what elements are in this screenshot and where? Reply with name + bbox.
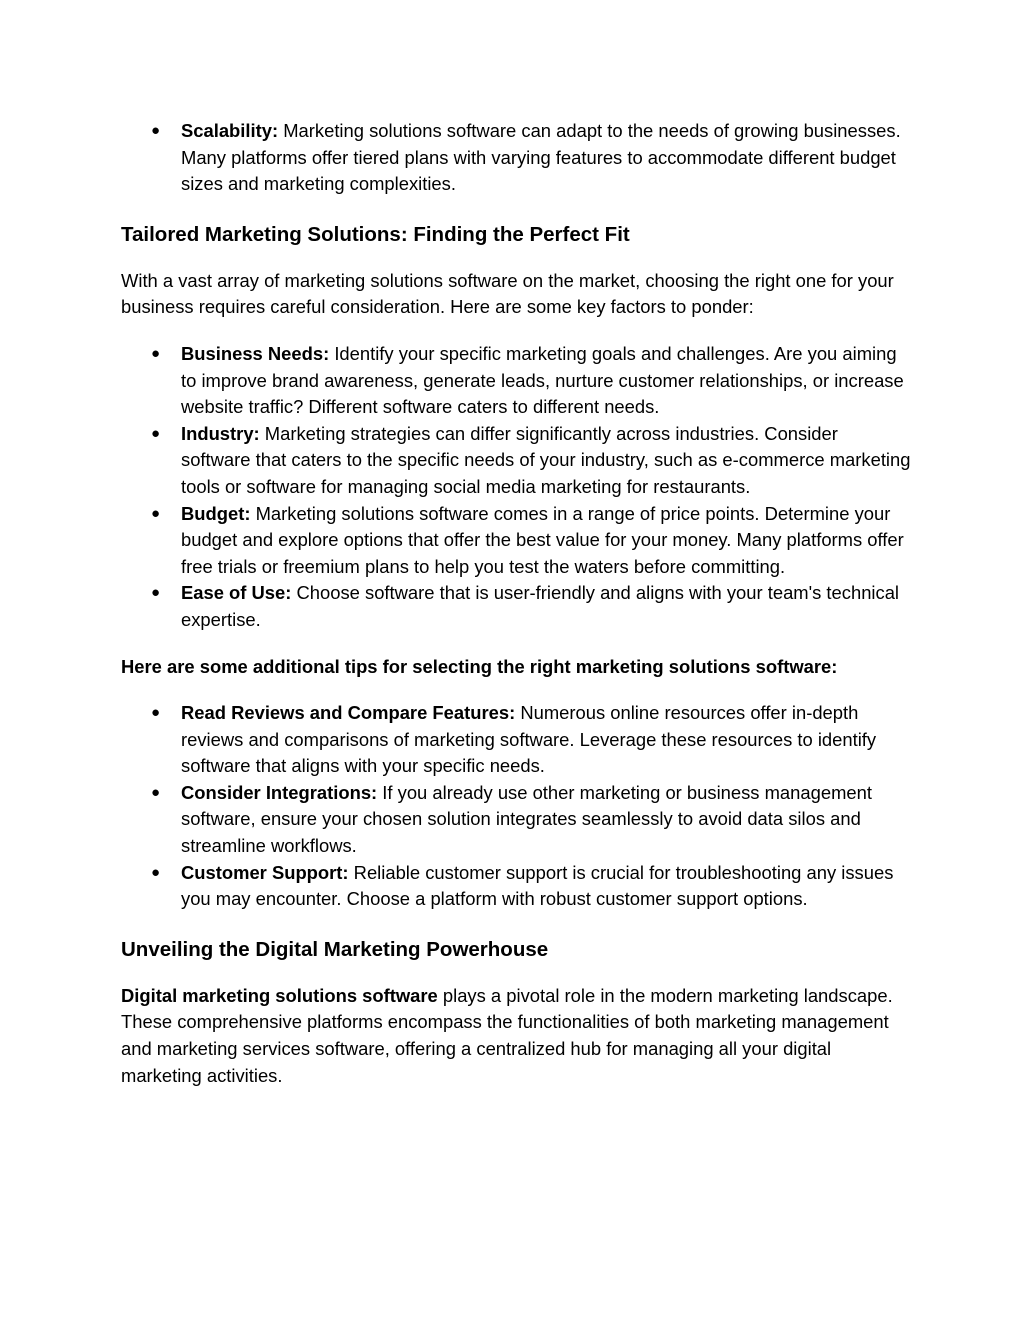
- digital-paragraph: [121, 983, 911, 1089]
- tips-heading: Here are some additional tips for selecting the right marketing solutions software:: [121, 655, 838, 677]
- list-item-term: Business Needs:: [181, 342, 330, 364]
- list-item-text: Identify your specific marketing goals and challenges. Are you aiming to improve brand awareness, generate leads, nurture customer relationships, or increase website traffic? Different software caters to different needs.: [181, 342, 904, 418]
- list-item-budget: [121, 501, 911, 581]
- bullet-icon: ●: [151, 122, 161, 139]
- bullet-icon: ●: [151, 424, 161, 442]
- list-item-term: Scalability:: [181, 120, 279, 141]
- list-item-industry: [121, 421, 911, 501]
- list-item-text: Marketing strategies can differ significantly across industries. Consider software that caters to the specific needs of your industry, such as e-commerce marketing tools or software for managing social media marketing for restaurants.: [181, 422, 911, 497]
- list-item-text: Numerous online resources offer in-depth reviews and comparisons of marketing software. Leverage these resources to identify software that aligns with your specific needs.: [181, 702, 877, 777]
- section-heading-digital: Unveiling the Digital Marketing Powerhouse: [121, 937, 549, 961]
- section-heading-tailored: Tailored Marketing Solutions: Finding the Perfect Fit: [121, 222, 630, 246]
- list-item-text: Marketing solutions software can adapt to the needs of growing businesses. Many platforms offer tiered plans with varying features to accommodate different budget sizes and marketing complexities.: [181, 120, 901, 195]
- list-item-customer-support: [121, 860, 911, 913]
- list-item-term: Consider Integrations:: [181, 781, 378, 803]
- digital-body-text: plays a pivotal role in the modern marketing landscape. These comprehensive platforms encompass the functionalities of both marketing management and marketing services software, offering a centralized hub for managing all your digital marketing activities.: [121, 984, 893, 1086]
- bullet-icon: ●: [151, 504, 161, 522]
- list-item-scalability: [121, 118, 911, 198]
- key-factors-list: [121, 341, 911, 634]
- list-item-text: Choose software that is user-friendly and aligns with your team's technical expertise.: [181, 582, 900, 630]
- list-item-term: Budget:: [181, 502, 251, 524]
- bullet-icon: ●: [151, 704, 161, 722]
- list-item-text: Marketing solutions software comes in a range of price points. Determine your budget and explore options that offer the best value for your money. Many platforms offer free trials or freemium plans to help you test the waters before committing.: [181, 502, 904, 577]
- list-item-integrations: [121, 780, 911, 860]
- tips-list: [121, 700, 911, 913]
- list-item-term: Ease of Use:: [181, 582, 292, 604]
- section-intro-paragraph: With a vast array of marketing solutions software on the market, choosing the right one for your business requires careful consideration. Here are some key factors to ponder:: [121, 269, 894, 318]
- list-item-text: If you already use other marketing or business management software, ensure your chosen solution integrates seamlessly to avoid data silos and streamline workflows.: [181, 781, 872, 857]
- document-content: [121, 118, 911, 1089]
- list-item-business-needs: [121, 341, 911, 421]
- list-item-term: Customer Support:: [181, 861, 349, 883]
- list-item-term: Read Reviews and Compare Features:: [181, 702, 516, 724]
- list-item-term: Industry:: [181, 422, 260, 444]
- list-item-ease-of-use: [121, 580, 911, 633]
- scalability-list: [121, 118, 911, 198]
- digital-lead-bold: Digital marketing solutions software: [121, 984, 438, 1006]
- list-item-text: Reliable customer support is crucial for troubleshooting any issues you may encounter. Choose a platform with robust customer support options.: [181, 861, 894, 910]
- bullet-icon: ●: [151, 584, 161, 602]
- bullet-icon: ●: [151, 344, 161, 362]
- bullet-icon: ●: [151, 863, 161, 881]
- list-item-read-reviews: [121, 700, 911, 780]
- bullet-icon: ●: [151, 783, 161, 801]
